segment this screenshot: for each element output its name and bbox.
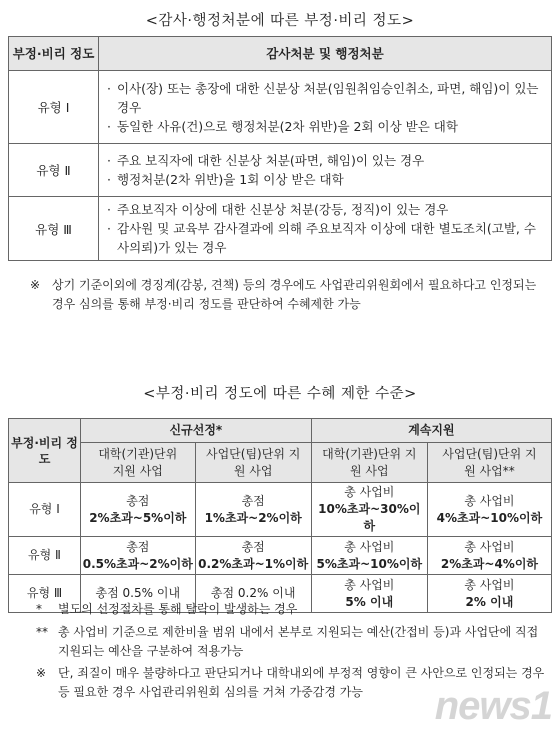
table2 <box>8 418 552 613</box>
table-cell <box>195 537 311 575</box>
note-text: 단, 죄질이 매우 불량하다고 판단되거나 대학내외에 부정적 영향이 큰 사안으로 인정되는 경우 등 필요한 경우 사업관리위원회 심의를 거쳐 가중감경 가능 <box>58 666 545 699</box>
table2-sub-header: 대학(기관)단위 지원 사업 <box>311 443 427 483</box>
table1-row-label: 유형 Ⅲ <box>9 197 99 261</box>
list <box>105 151 545 189</box>
table2-row-label: 유형 Ⅱ <box>9 537 81 575</box>
note-mark: ** <box>36 625 48 639</box>
table2-header-col1: 부정·비리 정도 <box>9 419 81 483</box>
table1-header-col1: 부정·비리 정도 <box>9 37 99 71</box>
table1-title: <감사·행정처분에 따른 부정·비리 정도> <box>145 13 415 29</box>
table2-sub-header: 대학(기관)단위 지원 사업 <box>81 443 196 483</box>
table1-row-label: 유형 Ⅱ <box>9 144 99 197</box>
cell-value: 5% 이내 <box>345 594 394 609</box>
cell-value: 4%초과~10%이하 <box>436 510 543 525</box>
table-cell <box>427 537 551 575</box>
cell-value: 2%초과~4%이하 <box>440 556 539 571</box>
note-text: 별도의 선정절차를 통해 탈락이 발생하는 경우 <box>58 602 298 616</box>
table1-row-label: 유형 Ⅰ <box>9 71 99 144</box>
table2-note <box>36 623 548 661</box>
table1-note <box>30 276 545 314</box>
table-cell <box>311 483 427 537</box>
list <box>105 79 545 136</box>
list-item: · 주요 보직자에 대한 신분상 처분(파면, 해임)이 있는 경우 <box>105 151 545 170</box>
table1 <box>8 36 552 261</box>
note-mark: ※ <box>36 666 47 680</box>
list-item: · 행정처분(2차 위반)을 1회 이상 받은 대학 <box>105 170 545 189</box>
table-cell <box>427 483 551 537</box>
cell-label: 총점 <box>126 493 150 508</box>
cell-label: 총 사업비 <box>344 485 395 499</box>
list-item: · 동일한 사유(건)으로 행정처분(2차 위반)을 2회 이상 받은 대학 <box>105 117 545 136</box>
table-cell <box>195 483 311 537</box>
table-cell <box>81 483 196 537</box>
note-mark: ※ <box>30 278 41 292</box>
cell-value: 5%초과~10%이하 <box>316 556 423 571</box>
table1-header-col2: 감사처분 및 행정처분 <box>99 37 552 71</box>
cell-value: 0.2%초과~1%이하 <box>198 556 309 571</box>
table2-note <box>36 600 548 619</box>
table2-sub-header: 사업단(팀)단위 지원 사업 <box>195 443 311 483</box>
list-item: · 이사(장) 또는 총장에 대한 신분상 처분(임원취임승인취소, 파면, 해임)이 있는 경우 <box>105 79 545 117</box>
table-cell <box>81 537 196 575</box>
table2-sub-header: 사업단(팀)단위 지원 사업** <box>427 443 551 483</box>
cell-value: 10%초과~30%이하 <box>318 502 421 533</box>
list <box>105 200 545 257</box>
note-text: 총 사업비 기준으로 제한비율 범위 내에서 본부로 지원되는 예산(간접비 등)과 사업단에 직접 지원되는 예산을 구분하여 적용가능 <box>58 625 539 658</box>
table2-row-label: 유형 Ⅲ <box>9 575 81 613</box>
news1-watermark-logo: news1 <box>434 684 552 728</box>
table2-row-label: 유형 Ⅰ <box>9 483 81 537</box>
note-mark: * <box>36 602 42 616</box>
table-cell: 총점 0.2% 이내 <box>195 575 311 613</box>
cell-value: 2% 이내 <box>465 594 514 609</box>
cell-label: 총 사업비 <box>464 577 515 592</box>
cell-value: 0.5%초과~2%이하 <box>82 556 193 571</box>
cell-value: 2%초과~5%이하 <box>89 510 187 525</box>
cell-label: 총 사업비 <box>464 493 515 508</box>
table2-title: <부정·비리 정도에 따른 수혜 제한 수준> <box>143 386 417 402</box>
cell-value: 1%초과~2%이하 <box>204 510 302 525</box>
list-item: · 감사원 및 교육부 감사결과에 의해 주요보직자 이상에 대한 별도조치(고발, 수사의뢰)가 있는 경우 <box>105 219 545 257</box>
list-item: · 주요보직자 이상에 대한 신분상 처분(강등, 정직)이 있는 경우 <box>105 200 545 219</box>
cell-label: 총점 <box>241 539 265 554</box>
cell-label: 총점 <box>241 493 265 508</box>
table2-group-continue: 계속지원 <box>311 419 551 443</box>
table-cell: 총점 0.5% 이내 <box>81 575 196 613</box>
table-cell <box>311 537 427 575</box>
cell-label: 총 사업비 <box>464 539 515 554</box>
cell-label: 총점 <box>126 539 150 554</box>
cell-label: 총 사업비 <box>344 539 395 554</box>
cell-label: 총 사업비 <box>344 577 395 592</box>
note-text: 상기 기준이외에 경징계(감봉, 견책) 등의 경우에도 사업관리위원회에서 필요하다고 인정되는 경우 심의를 통해 부정·비리 정도를 판단하여 수혜제한 가능 <box>52 278 537 311</box>
table2-group-new: 신규선정* <box>81 419 312 443</box>
